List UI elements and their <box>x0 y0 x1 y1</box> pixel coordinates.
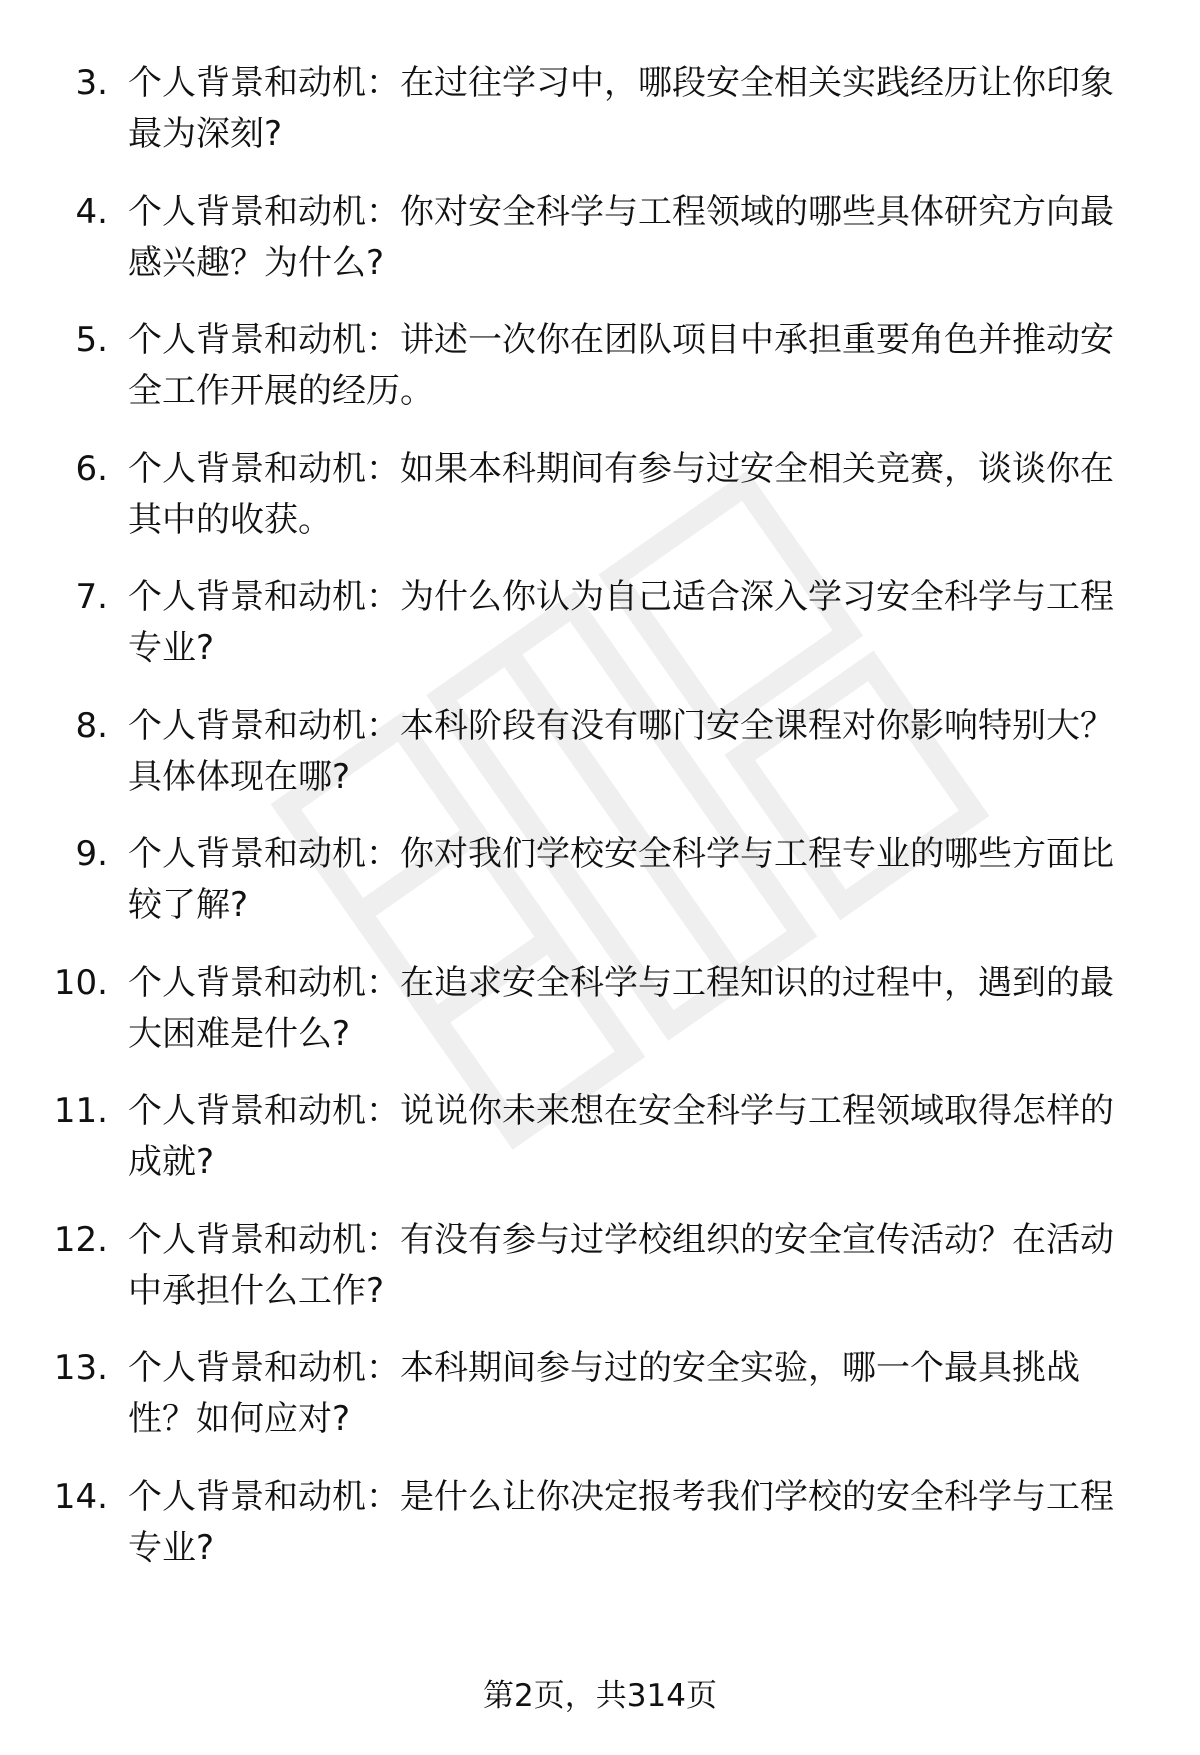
question-number: 3. <box>75 63 108 103</box>
question-text: 个人背景和动机：你对我们学校安全科学与工程专业的哪些方面比较了解? <box>128 834 1114 925</box>
question-number: 13. <box>53 1348 108 1388</box>
list-item <box>0 444 1200 573</box>
question-text: 个人背景和动机：本科阶段有没有哪门安全课程对你影响特别大？具体体现在哪? <box>128 705 1114 797</box>
list-item <box>0 829 1200 958</box>
list-item <box>0 1472 1200 1601</box>
list-item <box>0 58 1200 187</box>
list-item <box>0 958 1200 1087</box>
question-number: 10. <box>53 962 108 1003</box>
question-number: 8. <box>75 705 108 746</box>
question-text: 个人背景和动机：如果本科期间有参与过安全相关竞赛，谈谈你在其中的收获。 <box>128 448 1114 540</box>
question-number: 12. <box>53 1219 108 1260</box>
list-item <box>0 572 1200 701</box>
question-text: 个人背景和动机：说说你未来想在安全科学与工程领域取得怎样的成就? <box>128 1091 1114 1182</box>
list-item <box>0 701 1200 830</box>
list-item <box>0 315 1200 444</box>
list-item <box>0 1343 1200 1472</box>
page-footer: 第2页，共314页 <box>483 1678 717 1714</box>
question-number: 6. <box>75 448 108 489</box>
question-number: 4. <box>75 191 108 232</box>
question-text: 个人背景和动机：讲述一次你在团队项目中承担重要角色并推动安全工作开展的经历。 <box>128 320 1114 411</box>
question-text: 个人背景和动机：是什么让你决定报考我们学校的安全科学与工程专业? <box>128 1476 1114 1568</box>
question-number: 11. <box>53 1091 108 1131</box>
question-number: 14. <box>53 1476 108 1517</box>
list-item <box>0 1086 1200 1215</box>
question-text: 个人背景和动机：在追求安全科学与工程知识的过程中，遇到的最大困难是什么? <box>128 962 1114 1054</box>
list-item <box>0 1215 1200 1344</box>
question-text: 个人背景和动机：为什么你认为自己适合深入学习安全科学与工程专业? <box>128 577 1114 668</box>
question-text: 个人背景和动机：在过往学习中，哪段安全相关实践经历让你印象最为深刻? <box>128 63 1114 154</box>
question-number: 9. <box>75 834 108 874</box>
list-item <box>0 187 1200 316</box>
question-text: 个人背景和动机：有没有参与过学校组织的安全宣传活动？在活动中承担什么工作? <box>128 1219 1114 1311</box>
question-text: 个人背景和动机：本科期间参与过的安全实验，哪一个最具挑战性？如何应对? <box>128 1348 1080 1439</box>
question-list <box>0 58 1200 1600</box>
question-number: 7. <box>75 577 108 617</box>
question-number: 5. <box>75 320 108 360</box>
question-text: 个人背景和动机：你对安全科学与工程领域的哪些具体研究方向最感兴趣？为什么? <box>128 191 1114 283</box>
